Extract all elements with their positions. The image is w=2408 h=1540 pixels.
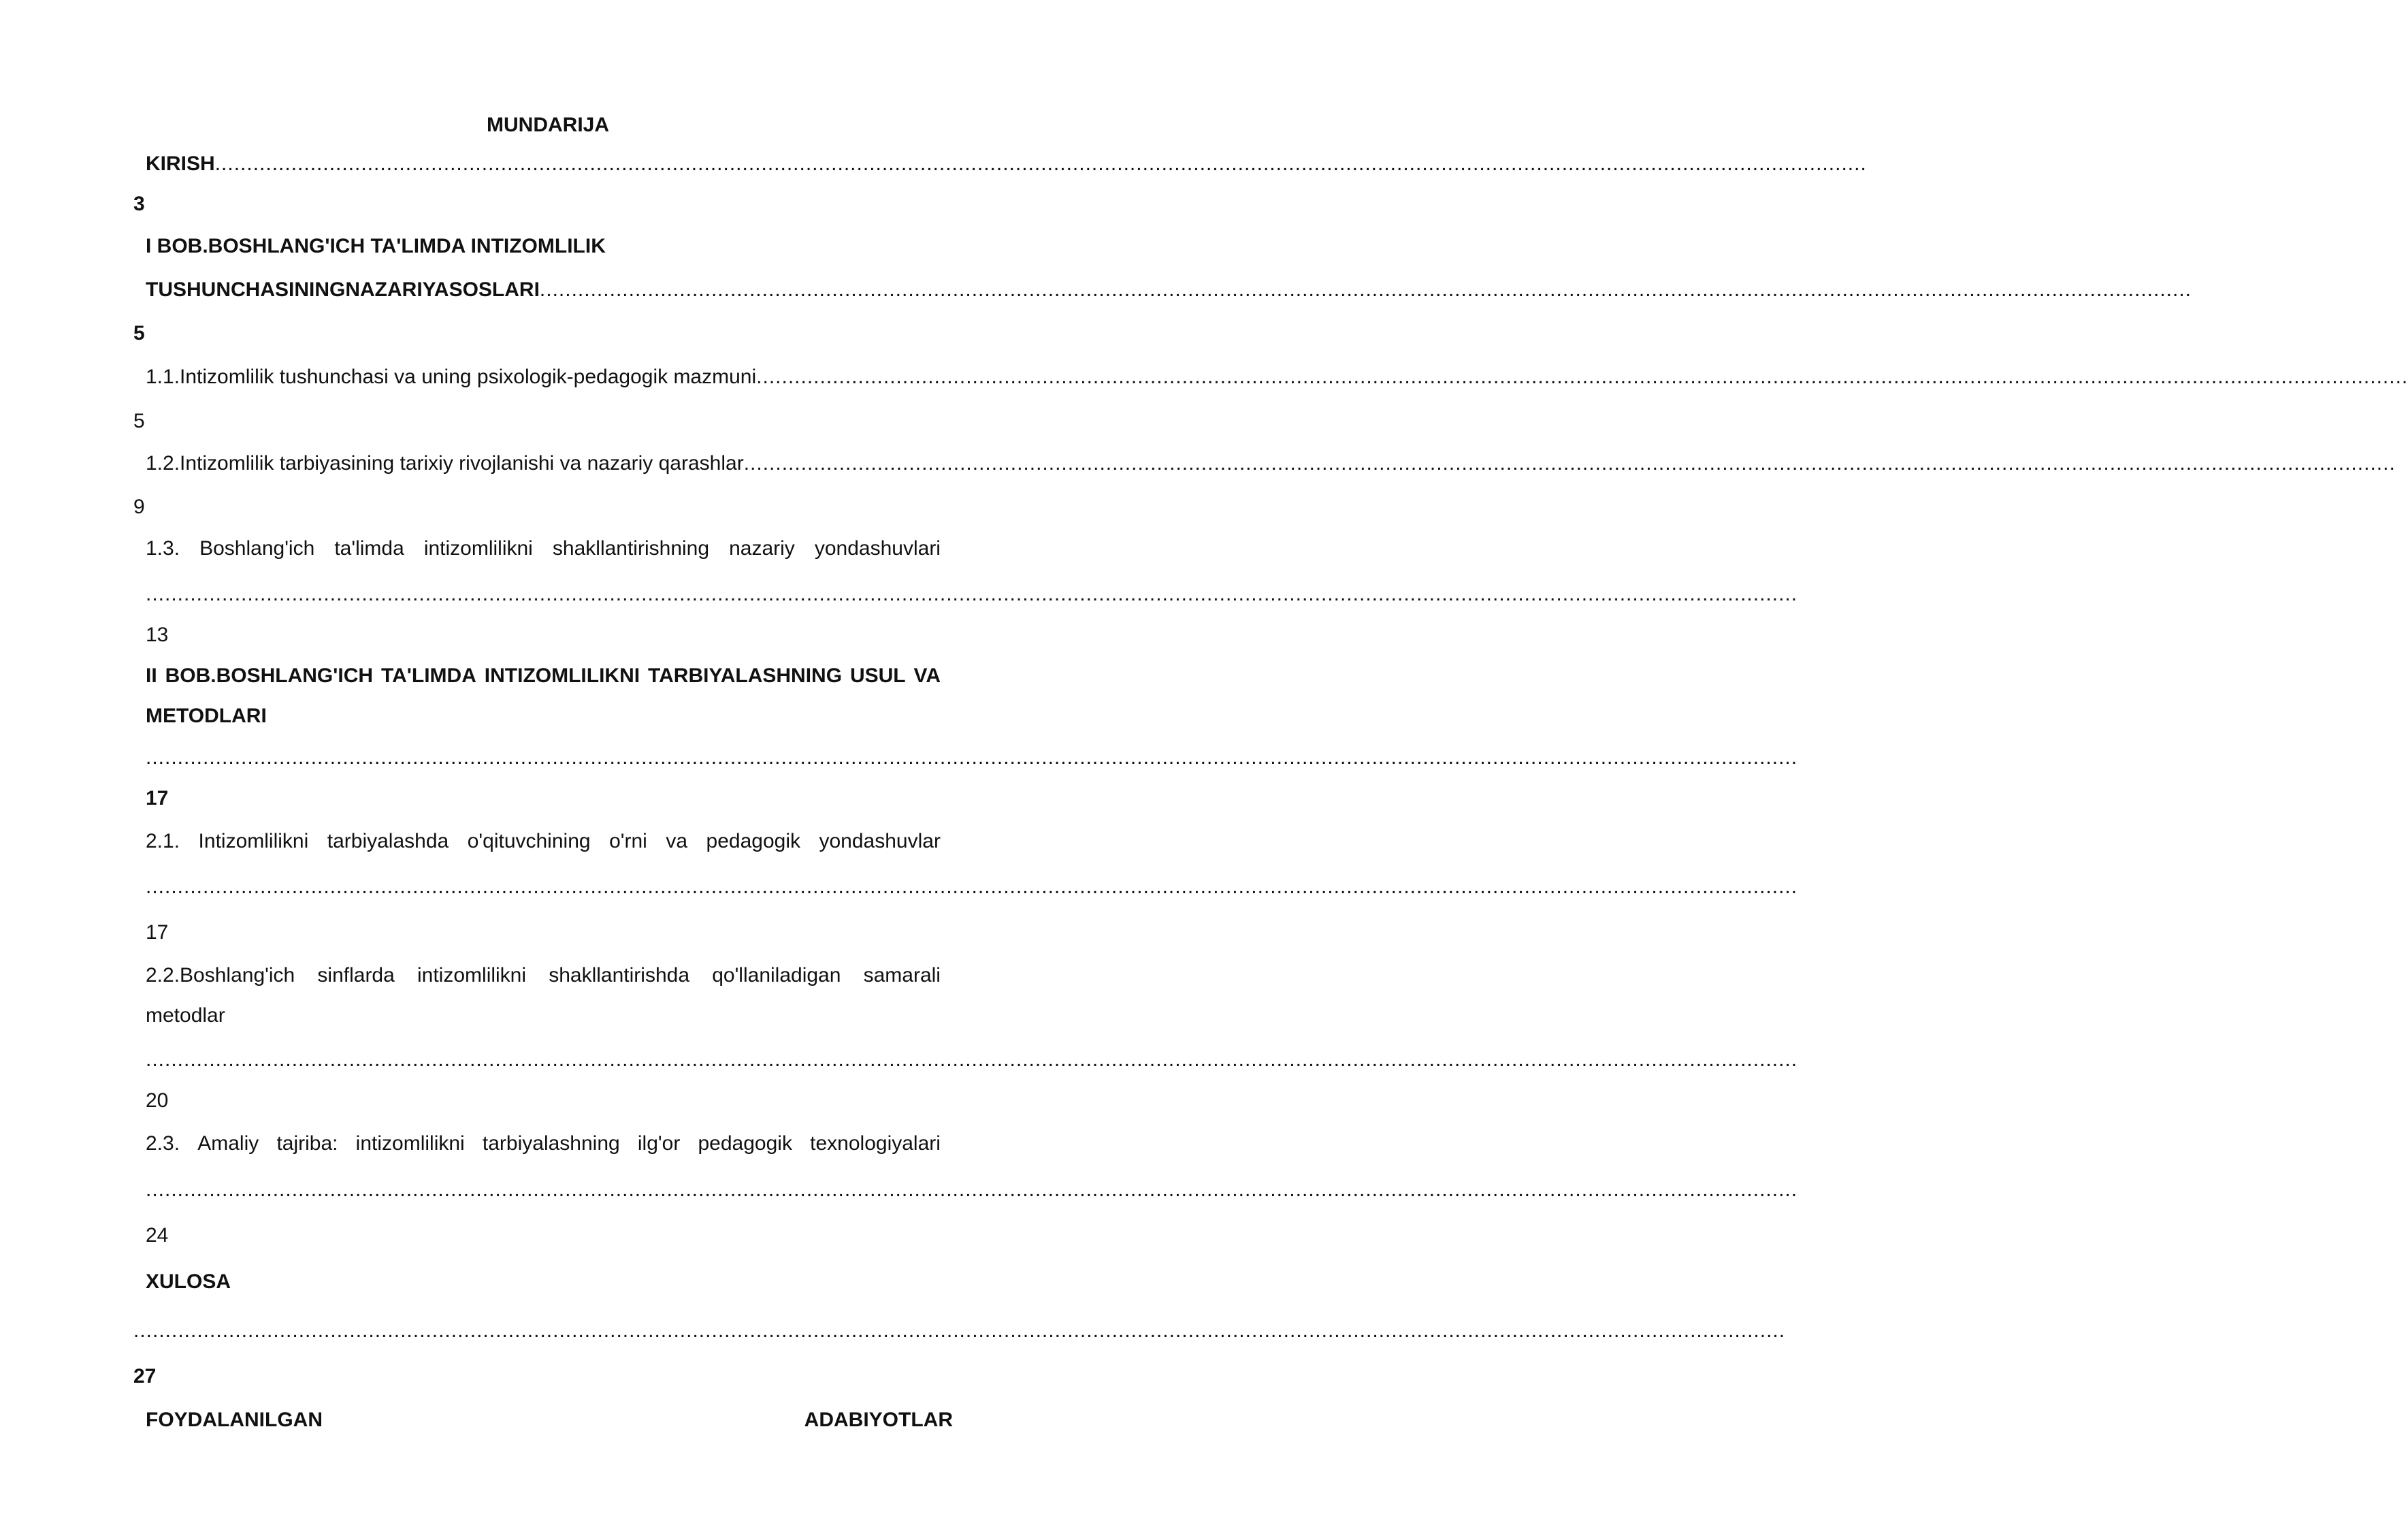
toc-word: VA — [913, 664, 941, 687]
dot-leader: .................................................................................................................................................................................................................................................................... — [146, 876, 1798, 898]
toc-word: TARBIYALASHNING — [648, 664, 843, 687]
toc-word: tarbiyalashning — [482, 1132, 620, 1155]
toc-word: Intizomlilikni — [198, 830, 309, 852]
toc-word: shakllantirishda — [549, 964, 690, 986]
dot-leader: .................................................................................................................................................................................................................................................................... — [133, 1319, 1786, 1342]
toc-page-number: 3 — [133, 193, 145, 215]
dot-leader: .................................................................................................................................................................................................................................................................... — [743, 452, 2396, 475]
toc-word: va — [666, 830, 688, 852]
toc-word: INTIZOMLILIKNI — [484, 664, 640, 687]
toc-word: Boshlang'ich — [199, 537, 315, 560]
toc-page-number: 20 — [146, 1089, 169, 1112]
toc-entry-xulosa[interactable]: XULOSA — [146, 1270, 231, 1293]
toc-entry-1-2[interactable] — [146, 450, 2396, 477]
toc-word: qo'llaniladigan — [712, 964, 841, 986]
toc-word: sinflarda — [317, 964, 395, 986]
toc-word: intizomlilikni — [355, 1132, 465, 1155]
toc-word: 2.1. — [146, 830, 180, 852]
toc-entry-bob1-line1[interactable]: I BOB.BOSHLANG'ICH TA'LIMDA INTIZOMLILIK — [146, 235, 606, 257]
dot-leader: .................................................................................................................................................................................................................................................................... — [539, 278, 2192, 301]
toc-word: BOB.BOSHLANG'ICH — [165, 664, 374, 687]
toc-page-number: 24 — [146, 1224, 169, 1247]
toc-word: yondashuvlari — [814, 537, 941, 560]
toc-word: ADABIYOTLAR — [804, 1409, 953, 1431]
dot-leader: .................................................................................................................................................................................................................................................................... — [146, 1048, 1798, 1071]
toc-entry-2-2-line1[interactable] — [146, 962, 941, 989]
toc-word: 2.2.Boshlang'ich — [146, 964, 295, 986]
toc-word: tajriba: — [276, 1132, 338, 1155]
toc-word: nazariy — [729, 537, 795, 560]
toc-word: 1.3. — [146, 537, 180, 560]
toc-page-number: 9 — [133, 496, 145, 518]
dot-leader: .................................................................................................................................................................................................................................................................... — [756, 366, 2408, 388]
toc-page-number: 5 — [133, 322, 145, 344]
toc-word: intizomlilikni — [417, 964, 527, 986]
toc-word: shakllantirishning — [552, 537, 710, 560]
toc-word: Amaliy — [197, 1132, 259, 1155]
toc-page-number: 17 — [146, 787, 169, 809]
toc-word: tarbiyalashda — [327, 830, 449, 852]
toc-word: samarali — [863, 964, 941, 986]
page-title: MUNDARIJA — [487, 114, 609, 136]
toc-word: USUL — [849, 664, 906, 687]
toc-word: FOYDALANILGAN — [146, 1409, 323, 1431]
toc-entry-2-2-line2[interactable]: metodlar — [146, 1004, 225, 1027]
toc-word: 2.3. — [146, 1132, 180, 1155]
dot-leader: .................................................................................................................................................................................................................................................................... — [146, 583, 1798, 605]
toc-label: 1.1.Intizomlilik tushunchasi va uning psixologik-pedagogik mazmuni — [146, 366, 757, 388]
toc-word: TA'LIMDA — [380, 664, 476, 687]
dot-leader: .................................................................................................................................................................................................................................................................... — [146, 746, 1798, 769]
toc-word: pedagogik — [706, 830, 800, 852]
toc-entry-1-1[interactable] — [146, 364, 2408, 391]
toc-entry-kirish[interactable] — [146, 150, 1867, 178]
toc-word: ilg'or — [637, 1132, 681, 1155]
toc-word: yondashuvlar — [819, 830, 941, 852]
toc-word: intizomlilikni — [423, 537, 533, 560]
toc-page-number: 17 — [146, 921, 169, 944]
toc-word: pedagogik — [698, 1132, 792, 1155]
toc-word: o'qituvchining — [467, 830, 591, 852]
dot-leader: .................................................................................................................................................................................................................................................................... — [214, 153, 1867, 175]
toc-entry-adabiyotlar[interactable] — [146, 1407, 953, 1434]
toc-word: o'rni — [609, 830, 647, 852]
toc-entry-2-3[interactable] — [146, 1130, 941, 1157]
toc-page-number: 13 — [146, 624, 169, 646]
dot-leader: .................................................................................................................................................................................................................................................................... — [146, 1178, 1798, 1201]
toc-word: ta'limda — [334, 537, 404, 560]
toc-entry-bob1-line2[interactable] — [146, 276, 2192, 304]
toc-entry-1-3[interactable] — [146, 535, 941, 562]
toc-page-number: 5 — [133, 410, 145, 432]
toc-entry-bob2-line2[interactable]: METODLARI — [146, 705, 267, 727]
toc-entry-bob2-line1[interactable] — [146, 662, 941, 690]
toc-page-number: 27 — [133, 1365, 157, 1387]
toc-word: texnologiyalari — [810, 1132, 941, 1155]
toc-word: II — [146, 664, 157, 687]
toc-label: TUSHUNCHASININGNAZARIYASOSLARI — [146, 278, 540, 301]
toc-label: 1.2.Intizomlilik tarbiyasining tarixiy rivojlanishi va nazariy qarashlar — [146, 452, 744, 475]
toc-entry-2-1[interactable] — [146, 828, 941, 855]
toc-label: KIRISH — [146, 153, 215, 175]
